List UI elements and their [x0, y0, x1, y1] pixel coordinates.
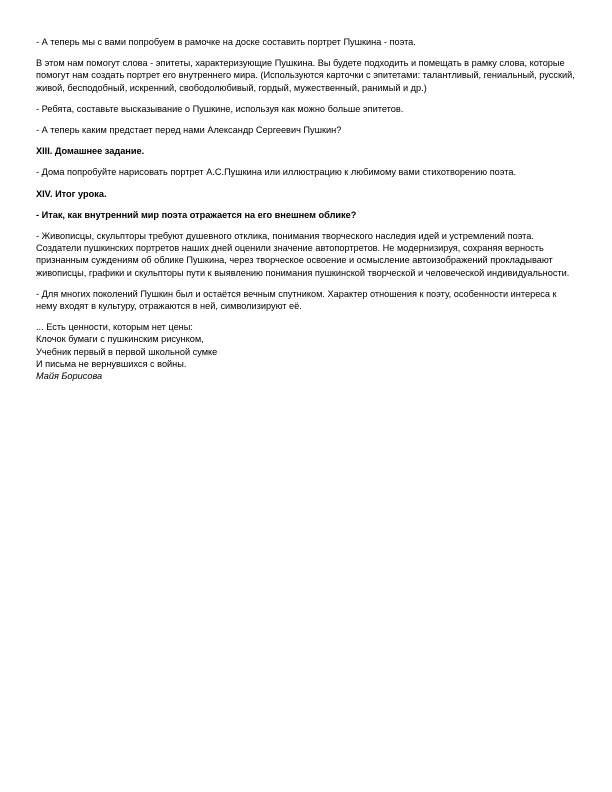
paragraph-epithets: В этом нам помогут слова - эпитеты, характеризующие Пушкина. Вы будете подходить и помещать в рамку слова, которые помогут нам создать портрет его внутреннего мира. (Используются карточки с эпитетами: талантливый, гениальный, русский, живой, бесподобный, искренний, свободолюбивый, гордый, мужественный, ранимый и др.) [36, 58, 575, 93]
paragraph-homework: - Дома попробуйте нарисовать портрет А.С.Пушкина или иллюстрацию к любимому вами стихотворению поэта. [36, 167, 517, 178]
poem-line: Учебник первый в первой школьной сумке [36, 346, 218, 357]
poem-line: ... Есть ценности, которым нет цены: [36, 322, 193, 333]
paragraph-question-pushkin: - А теперь каким предстает перед нами Александр Сергеевич Пушкин? [36, 125, 342, 136]
poem-block [36, 321, 576, 382]
poem-line: И письма не вернувшихся с войны. [36, 358, 187, 369]
paragraph-statement-task: - Ребята, составьте высказывание о Пушкине, используя как можно больше эпитетов. [36, 103, 404, 114]
heading-lesson-summary: XIV. Итог урока. [36, 188, 107, 199]
paragraph-summary-question: - Итак, как внутренний мир поэта отражается на его внешнем облике? [36, 209, 357, 220]
document-page [36, 36, 576, 382]
poem-author: Майя Борисова [36, 371, 103, 382]
paragraph-eternal-companion: - Для многих поколений Пушкин был и остаётся вечным спутником. Характер отношения к поэту, особенности интереса к нему входят в культуру, отражаются в ней, символизируют её. [36, 288, 557, 312]
poem-line: Клочок бумаги с пушкинским рисунком, [36, 334, 204, 345]
paragraph-painters: - Живописцы, скульпторы требуют душевного отклика, понимания творческого наследия идей и устремлений поэта. Создатели пушкинских портретов наших дней оценили значение автопортретов. Не модернизируя, сохраняя верность признанным суждениям об облике Пушкина, через творческое освоение и осмысление автоизображений прокладывают живописцы, графики и скульпторы пути к выявлению понимания пушкинской творческой и человеческой индивидуальности. [36, 231, 570, 278]
heading-homework: XIII. Домашнее задание. [36, 146, 145, 157]
paragraph-portrait-task: - А теперь мы с вами попробуем в рамочке на доске составить портрет Пушкина - поэта. [36, 37, 416, 47]
